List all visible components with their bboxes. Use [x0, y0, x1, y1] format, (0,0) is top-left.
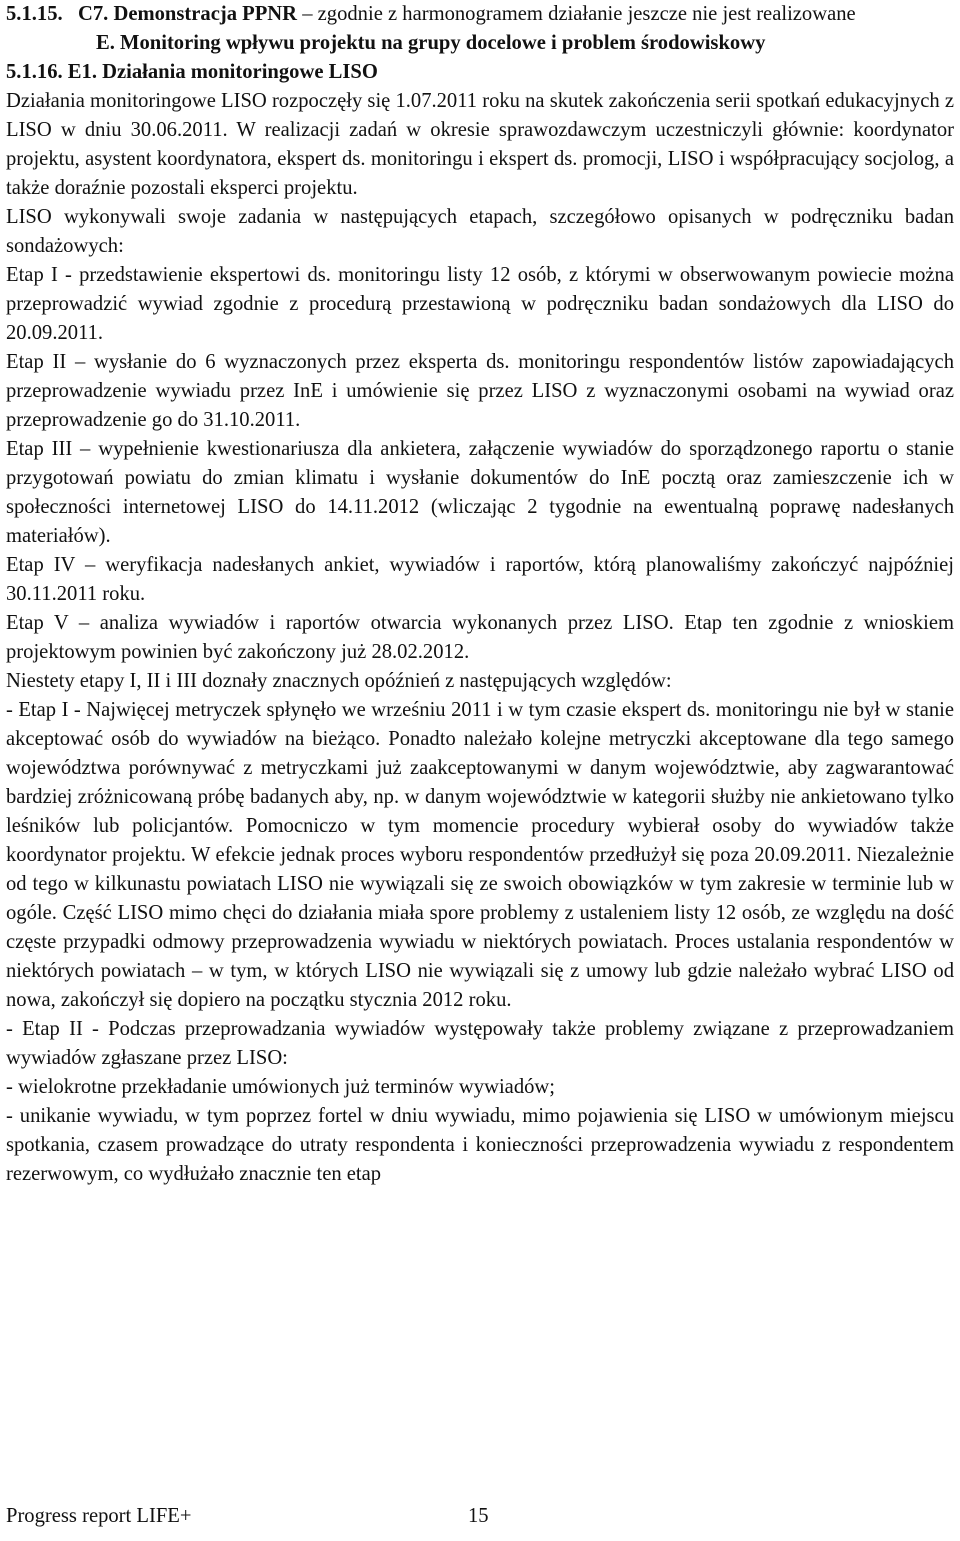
document-page — [6, 0, 954, 1189]
paragraph-stage-4: Etap IV – weryfikacja nadesłanych ankiet, wywiadów i raportów, którą planowaliśmy zakończyć najpóźniej 30.11.2011 roku. — [6, 554, 954, 605]
paragraph-stages-intro: LISO wykonywali swoje zadania w następujących etapach, szczegółowo opisanych w podręczniku badan sondażowych: — [6, 206, 954, 257]
section-status: – zgodnie z harmonogramem działanie jeszcze nie jest realizowane — [297, 3, 856, 25]
section-number: 5.1.15. — [6, 3, 63, 25]
paragraph-delay-stage-1: - Etap I - Najwięcej metryczek spłynęło we wrześniu 2011 i w tym czasie ekspert ds. monitoringu nie był w stanie akceptować osób do wywiadów na bieżąco. Ponadto należało kolejne metryczki akceptowane dla tego samego województwa porównywać z metryczkami już zaakceptowanymi w danym województwie, aby zagwarantować bardziej zróżnicowaną próbę badanych aby, np. w danym województwie w kategorii służby nie ankietowano tylko leśników lub policjantów. Pomocniczo w tym momencie procedury wybierał osoby do wywiadów także koordynator projektu. W efekcie jednak proces wyboru respondentów przedłużył się poza 20.09.2011. Niezależnie od tego w kilkunastu powiatach LISO nie wywiązali się ze swoich obowiązków w tym zakresie w terminie lub w ogóle. Część LISO mimo chęci do działania miała spore problemy z ustaleniem listy 12 osób, ze względu na dość częste przypadki odmowy przeprowadzenia wywiadu w niektórych powiatach. Proces ustalania respondentów w niektórych powiatach – w tym, w których LISO nie wywiązali się z umowy lub gdzie należało wybrać LISO od nowa, zakończył się dopiero na początku stycznia 2012 roku. — [6, 699, 954, 1011]
paragraph-delay-stage-2: - Etap II - Podczas przeprowadzania wywiadów występowały także problemy związane z przeprowadzaniem wywiadów zgłaszane przez LISO: — [6, 1018, 954, 1069]
footer-label: Progress report LIFE+ — [6, 1505, 192, 1527]
section-title: C7. Demonstracja PPNR — [78, 3, 298, 25]
paragraph-intro: Działania monitoringowe LISO rozpoczęły się 1.07.2011 roku na skutek zakończenia serii spotkań edukacyjnych z LISO w dniu 30.06.2011. W realizacji zadań w okresie sprawozdawczym uczestniczyli głównie: koordynator projektu, asystent koordynatora, ekspert ds. monitoringu i ekspert ds. promocji, LISO i współpracujący socjolog, a także doraźnie pozostali eksperci projektu. — [6, 90, 954, 199]
page-number: 15 — [468, 1505, 489, 1527]
section-heading-c7 — [6, 0, 954, 29]
paragraph-delay-item-2: - unikanie wywiadu, w tym poprzez fortel w dniu wywiadu, mimo pojawienia się LISO w umówionym miejscu spotkania, czasem prowadzące do utraty respondenta i konieczności przeprowadzenia wywiadu z respondentem rezerwowym, co wydłużało znacznie ten etap — [6, 1105, 954, 1185]
paragraph-stage-5: Etap V – analiza wywiadów i raportów otwarcia wykonanych przez LISO. Etap ten zgodnie z wnioskiem projektowym powinien być zakończony już 28.02.2012. — [6, 612, 954, 663]
paragraph-delays-intro: Niestety etapy I, II i III doznały znacznych opóźnień z następujących względów: — [6, 670, 672, 692]
section-heading-e1: 5.1.16. E1. Działania monitoringowe LISO — [6, 61, 378, 83]
paragraph-stage-1: Etap I - przedstawienie ekspertowi ds. monitoringu listy 12 osób, z którymi w obserwowanym powiecie można przeprowadzić wywiad zgodnie z procedurą przestawioną w podręczniku badan sondażowych dla LISO do 20.09.2011. — [6, 264, 954, 344]
paragraph-delay-item-1: - wielokrotne przekładanie umówionych już terminów wywiadów; — [6, 1076, 556, 1098]
chapter-heading-e: E. Monitoring wpływu projektu na grupy docelowe i problem środowiskowy — [96, 32, 766, 54]
paragraph-stage-3: Etap III – wypełnienie kwestionariusza dla ankietera, załączenie wywiadów do sporządzonego raportu o stanie przygotowań powiatu do zmian klimatu i wysłanie dokumentów do InE pocztą oraz zamieszczenie ich w społeczności internetowej LISO do 14.11.2012 (wliczając 2 tygodnie na ewentualną poprawę nadesłanych materiałów). — [6, 438, 954, 547]
paragraph-stage-2: Etap II – wysłanie do 6 wyznaczonych przez eksperta ds. monitoringu respondentów listów zapowiadających przeprowadzenie wywiadu przez InE i umówienie się przez LISO z wyznaczonymi osobami na wywiad oraz przeprowadzenie go do 31.10.2011. — [6, 351, 954, 431]
